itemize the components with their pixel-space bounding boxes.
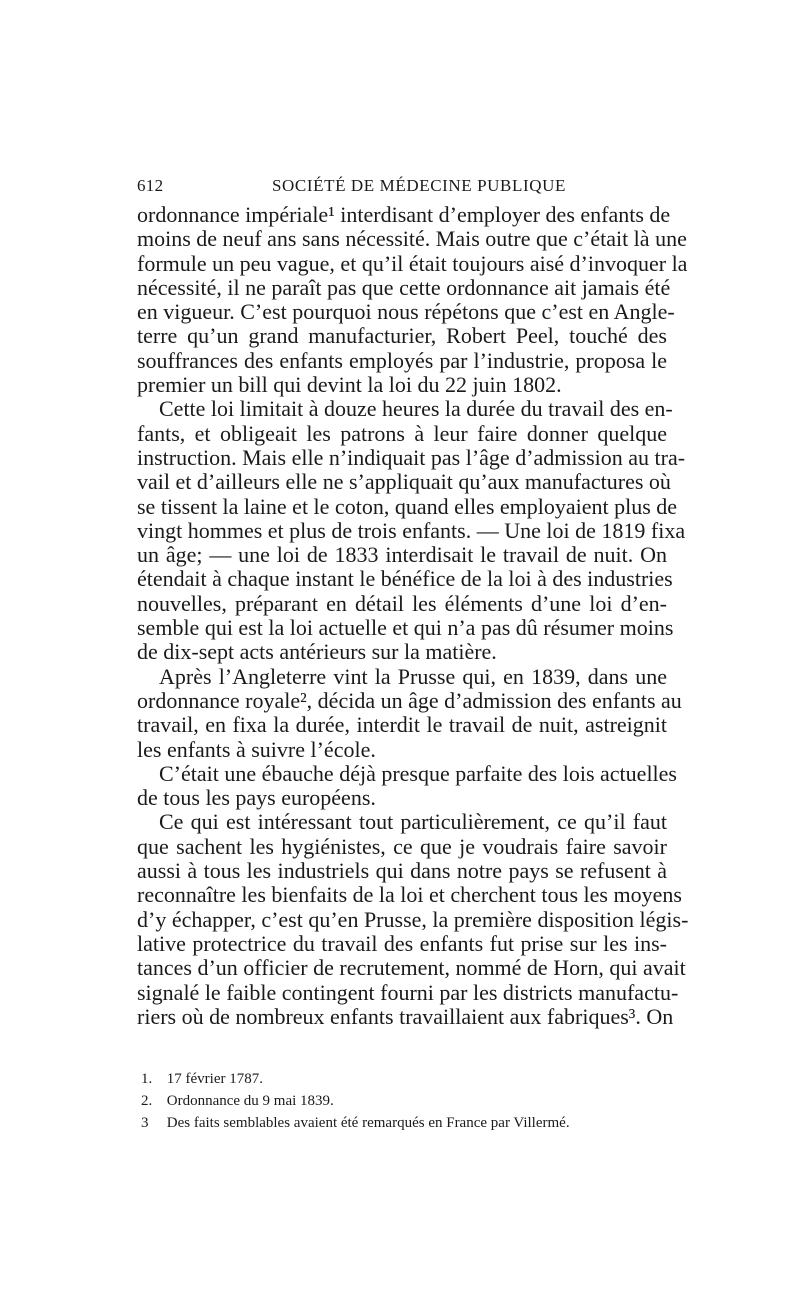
footnote-text: 17 février 1787. <box>166 1071 263 1087</box>
text-line: reconnaître les bienfaits de la loi et cherchent tous les moyens <box>137 882 682 908</box>
text-line: ordonnance royale², décida un âge d’admission des enfants au <box>137 687 682 713</box>
text-line: formule un peu vague, et qu’il était toujours aisé d’invoquer la <box>137 250 688 276</box>
text-line: vingt hommes et plus de trois enfants. — Une loi de 1819 fixa <box>137 517 686 543</box>
text-line: nouvelles, préparant en détail les éléments d’une loi d’en- <box>137 590 667 616</box>
page-number: 612 <box>137 176 164 195</box>
text-line: vail et d’ailleurs elle ne s’appliquait qu’aux manufactures où <box>137 469 671 495</box>
text-line: travail, en fixa la durée, interdit le travail de nuit, astreignit <box>137 712 667 738</box>
text-line: nécessité, il ne paraît pas que cette ordonnance ait jamais été <box>137 274 671 300</box>
text-line: riers où de nombreux enfants travaillaient aux fabriques³. On <box>137 1003 674 1029</box>
text-line: moins de neuf ans sans nécessité. Mais outre que c’était là une <box>137 226 687 252</box>
footnotes <box>137 1068 667 1134</box>
text-line: Ce qui est intéressant tout particulièrement, ce qu’il faut <box>159 809 667 835</box>
text-line: étendait à chaque instant le bénéfice de la loi à des industries <box>137 566 673 592</box>
footnote-text: Des faits semblables avaient été remarqués en France par Villermé. <box>166 1115 570 1131</box>
text-line: signalé le faible contingent fourni par les districts manufactu- <box>137 979 679 1005</box>
footnote-text: Ordonnance du 9 mai 1839. <box>166 1093 334 1109</box>
text-line: un âge; — une loi de 1833 interdisait le travail de nuit. On <box>137 542 667 568</box>
text-line: de dix-sept acts antérieurs sur la matière. <box>137 639 497 665</box>
text-line: instruction. Mais elle n’indiquait pas l’âge d’admission au tra- <box>137 444 686 470</box>
footnote-number: 1. <box>141 1071 153 1087</box>
text-line: lative protectrice du travail des enfants fut prise sur les ins- <box>137 930 667 956</box>
text-line: semble qui est la loi actuelle et qui n’a pas dû résumer moins <box>137 615 674 641</box>
text-line: tances d’un officier de recrutement, nommé de Horn, qui avait <box>137 955 686 981</box>
body-text <box>137 202 689 1029</box>
footnote-number: 2. <box>141 1093 153 1109</box>
text-line: Cette loi limitait à douze heures la durée du travail des en- <box>159 396 673 422</box>
text-line: se tissent la laine et le coton, quand elles employaient plus de <box>137 493 678 519</box>
footnote <box>137 1112 667 1134</box>
footnote-number: 3 <box>141 1115 149 1131</box>
text-line: que sachent les hygiénistes, ce que je voudrais faire savoir <box>137 833 667 859</box>
text-line: ordonnance impériale¹ interdisant d’employer des enfants de <box>137 202 671 227</box>
text-line: aussi à tous les industriels qui dans notre pays se refusent à <box>137 858 667 884</box>
text-line: fants, et obligeait les patrons à leur faire donner quelque <box>137 420 667 446</box>
text-line: Après l’Angleterre vint la Prusse qui, en 1839, dans une <box>159 663 667 689</box>
text-line: premier un bill qui devint la loi du 22 juin 1802. <box>137 372 562 398</box>
text-line: C’était une ébauche déjà presque parfaite des lois actuelles <box>159 760 677 786</box>
text-line: d’y échapper, c’est qu’en Prusse, la première disposition légis- <box>137 906 689 932</box>
running-title: SOCIÉTÉ DE MÉDECINE PUBLIQUE <box>272 176 566 195</box>
running-head <box>137 176 667 200</box>
text-line: les enfants à suivre l’école. <box>137 736 376 762</box>
footnote <box>137 1068 667 1090</box>
text-line: souffrances des enfants employés par l’industrie, proposa le <box>137 347 667 373</box>
footnote <box>137 1090 667 1112</box>
text-line: en vigueur. C’est pourquoi nous répétons que c’est en Angle- <box>137 299 675 325</box>
text-line: de tous les pays européens. <box>137 785 376 811</box>
text-line: terre qu’un grand manufacturier, Robert Peel, touché des <box>137 323 667 349</box>
